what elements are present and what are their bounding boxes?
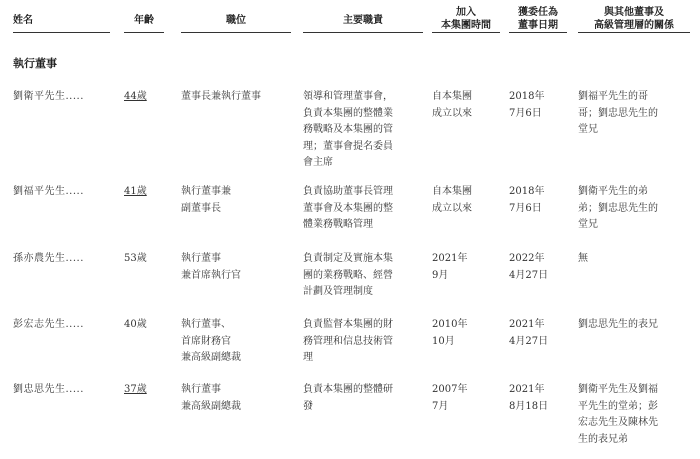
director-position: 執行董事、 首席財務官 兼高級副總裁	[181, 319, 241, 363]
director-duties: 負責制定及實施本集 團的業務戰略、經營 計劃及管理制度	[303, 253, 393, 297]
director-joined: 自本集團 成立以來	[432, 186, 472, 214]
header-name: 姓名	[13, 15, 33, 26]
director-position: 執行董事兼 副董事長	[181, 186, 231, 214]
director-duties: 負責本集團的整體研 發	[303, 384, 393, 412]
director-name: 劉忠思先生.....	[13, 384, 84, 395]
header-rule-age	[124, 32, 164, 33]
header-rule-position	[181, 32, 291, 33]
director-joined: 2021年 9月	[432, 253, 468, 281]
director-relation: 劉衛平先生及劉福 平先生的堂弟；彭 宏志先生及陳林先 生的表兄弟	[578, 384, 658, 445]
director-duties: 負責監督本集團的財 務管理和信息技術管 理	[303, 319, 393, 363]
director-age: 53歲	[124, 253, 147, 264]
header-appointed: 獲委任為 董事日期	[518, 7, 558, 31]
director-position: 董事長兼執行董事	[181, 91, 261, 102]
director-age: 41歲	[124, 186, 147, 197]
header-joined: 加入 本集團時間	[441, 7, 491, 31]
director-appointed: 2021年 4月27日	[509, 319, 549, 347]
director-duties: 負責協助董事長管理 董事會及本集團的整 體業務戰略管理	[303, 186, 393, 230]
director-name: 劉衛平先生.....	[13, 91, 84, 102]
header-relation: 與其他董事及 高級管理層的關係	[594, 7, 674, 31]
director-name: 彭宏志先生.....	[13, 319, 84, 330]
header-rule-duties	[303, 32, 423, 33]
header-age: 年齡	[134, 15, 154, 26]
header-rule-joined	[432, 32, 500, 33]
director-appointed: 2018年 7月6日	[509, 91, 545, 119]
section-title: 執行董事	[13, 57, 57, 70]
director-relation: 劉忠思先生的表兄	[578, 319, 658, 330]
header-rule-appointed	[509, 32, 567, 33]
director-appointed: 2021年 8月18日	[509, 384, 549, 412]
director-age: 37歲	[124, 384, 147, 395]
header-duties: 主要職責	[343, 15, 383, 26]
director-relation: 劉衛平先生的弟 弟；劉忠思先生的 堂兄	[578, 186, 658, 230]
director-joined: 2007年 7月	[432, 384, 468, 412]
director-joined: 自本集團 成立以來	[432, 91, 472, 119]
header-rule-name	[13, 32, 110, 33]
director-appointed: 2018年 7月6日	[509, 186, 545, 214]
director-relation: 劉福平先生的哥 哥；劉忠思先生的 堂兄	[578, 91, 658, 135]
director-position: 執行董事 兼首席執行官	[181, 253, 241, 281]
director-age: 44歲	[124, 91, 147, 102]
director-name: 劉福平先生.....	[13, 186, 84, 197]
director-duties: 領導和管理董事會， 負責本集團的整體業 務戰略及本集團的管 理；董事會提名委員 會主席	[303, 91, 393, 168]
director-relation: 無	[578, 253, 588, 264]
header-rule-relation	[578, 32, 690, 33]
director-age: 40歲	[124, 319, 147, 330]
director-name: 孫亦農先生.....	[13, 253, 84, 264]
director-joined: 2010年 10月	[432, 319, 468, 347]
director-appointed: 2022年 4月27日	[509, 253, 549, 281]
director-position: 執行董事 兼高級副總裁	[181, 384, 241, 412]
header-position: 職位	[226, 15, 246, 26]
